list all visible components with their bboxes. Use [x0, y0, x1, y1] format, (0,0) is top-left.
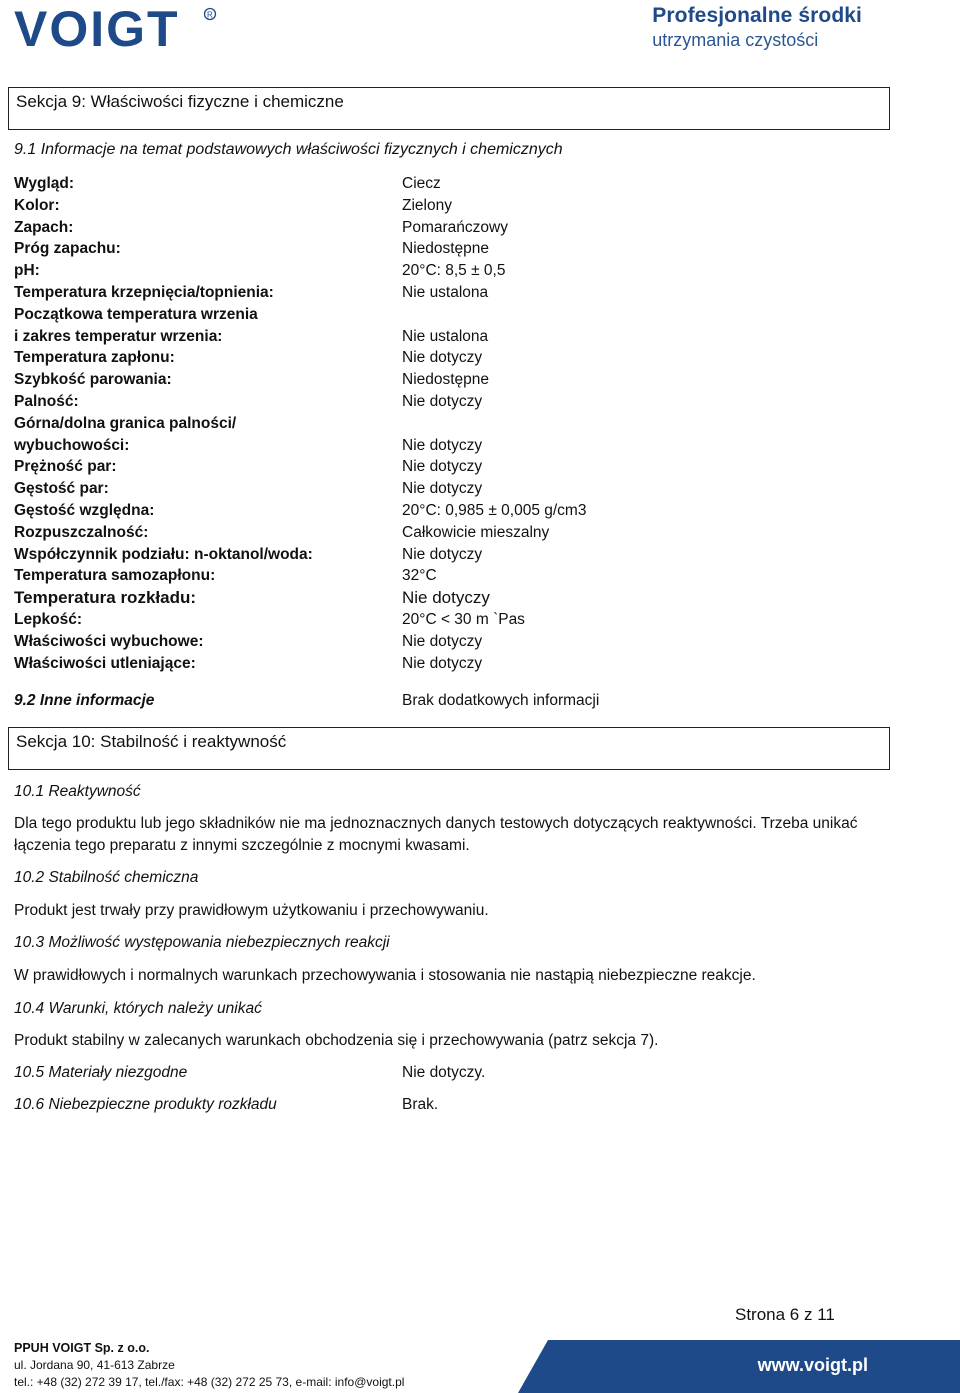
- property-label: Właściwości utleniające:: [14, 654, 196, 672]
- property-label: Rozpuszczalność:: [14, 523, 149, 541]
- property-row: [14, 522, 894, 544]
- property-label: Próg zapachu:: [14, 240, 121, 258]
- heading-10-5: 10.5 Materiały niezgodne: [14, 1064, 188, 1081]
- property-row: [14, 565, 894, 587]
- property-value: Całkowicie mieszalny: [402, 523, 550, 541]
- property-label: Prężność par:: [14, 458, 117, 476]
- property-label: Właściwości wybuchowe:: [14, 632, 204, 650]
- property-value: Nie dotyczy: [402, 436, 483, 454]
- property-row: [14, 478, 894, 500]
- property-label: Temperatura krzepnięcia/topnienia:: [14, 283, 274, 301]
- property-value: Nie dotyczy: [402, 349, 483, 367]
- property-label: Lepkość:: [14, 610, 83, 628]
- property-value: Niedostępne: [402, 240, 490, 258]
- property-label: Współczynnik podziału: n-oktanol/woda:: [14, 545, 313, 563]
- svg-text:R: R: [207, 10, 213, 20]
- property-row: [14, 326, 894, 348]
- section-9-title: Sekcja 9: Właściwości fizyczne i chemiczne: [16, 92, 344, 111]
- footer-address: ul. Jordana 90, 41-613 Zabrze: [14, 1358, 175, 1372]
- property-row: [14, 456, 894, 478]
- property-row: [14, 653, 894, 675]
- value-10-6: Brak.: [402, 1096, 439, 1113]
- row-10-5: [14, 1064, 486, 1082]
- property-row: [14, 173, 894, 195]
- heading-10-2: 10.2 Stabilność chemiczna: [14, 869, 199, 886]
- property-label: wybuchowości:: [14, 436, 130, 454]
- other-info: [14, 692, 600, 710]
- footer-contact: tel.: +48 (32) 272 39 17, tel./fax: +48 (32) 272 25 73, e-mail: info@voigt.pl: [14, 1375, 405, 1389]
- property-value: Nie dotyczy: [402, 632, 483, 650]
- property-value: 20°C < 30 m `Pas: [402, 610, 525, 628]
- property-value: Nie dotyczy: [402, 458, 483, 476]
- section-9-header: [8, 87, 890, 130]
- property-value: Niedostępne: [402, 371, 490, 389]
- row-10-6: [14, 1096, 439, 1114]
- property-value: Zielony: [402, 196, 452, 214]
- property-row: [14, 260, 894, 282]
- property-row: [14, 435, 894, 457]
- heading-10-1: 10.1 Reaktywność: [14, 783, 141, 800]
- page-number: Strona 6 z 11: [735, 1305, 835, 1324]
- property-value: Nie ustalona: [402, 327, 489, 345]
- heading-10-4: 10.4 Warunki, których należy unikać: [14, 1000, 262, 1017]
- paragraph-10-1: Dla tego produktu lub jego składników nie ma jednoznacznych danych testowych dotyczących reaktywności. Trzeba unikać łączenia tego preparatu z innymi szczególnie z mocnymi kwasami.: [14, 815, 858, 854]
- property-row: [14, 217, 894, 239]
- property-row: [14, 587, 894, 609]
- property-row: [14, 609, 894, 631]
- property-label: Górna/dolna granica palności/: [14, 414, 237, 432]
- property-label: Gęstość par:: [14, 480, 109, 498]
- property-value: 32°C: [402, 567, 437, 585]
- property-row: [14, 413, 894, 435]
- property-row: [14, 304, 894, 326]
- property-label: Kolor:: [14, 196, 60, 214]
- section-10-title: Sekcja 10: Stabilność i reaktywność: [16, 732, 287, 751]
- property-value: Nie ustalona: [402, 283, 489, 301]
- property-value: Nie dotyczy: [402, 392, 483, 410]
- property-value: Pomarańczowy: [402, 218, 508, 236]
- property-value: Nie dotyczy: [402, 588, 490, 608]
- other-info-label: 9.2 Inne informacje: [14, 692, 155, 709]
- property-label: Temperatura rozkładu:: [14, 588, 197, 608]
- tagline-main: Profesjonalne środki: [652, 4, 862, 27]
- property-value: 20°C: 0,985 ± 0,005 g/cm3: [402, 501, 587, 519]
- footer-bar: [548, 1340, 960, 1393]
- property-row: [14, 500, 894, 522]
- footer-website: www.voigt.pl: [757, 1355, 868, 1375]
- property-label: Temperatura samozapłonu:: [14, 567, 216, 585]
- property-label: Zapach:: [14, 218, 74, 236]
- property-row: [14, 347, 894, 369]
- property-label: i zakres temperatur wrzenia:: [14, 327, 223, 345]
- property-label: Początkowa temperatura wrzenia: [14, 305, 258, 323]
- footer-company: PPUH VOIGT Sp. z o.o.: [14, 1341, 150, 1355]
- subheading-9-1: 9.1 Informacje na temat podstawowych właściwości fizycznych i chemicznych: [14, 141, 563, 158]
- paragraph-10-4: Produkt stabilny w zalecanych warunkach obchodzenia się i przechowywania (patrz sekcja 7).: [14, 1032, 659, 1049]
- property-label: Palność:: [14, 392, 79, 410]
- property-label: Szybkość parowania:: [14, 371, 172, 389]
- property-label: pH:: [14, 262, 40, 280]
- property-row: [14, 238, 894, 260]
- brand-tagline: [652, 4, 862, 51]
- voigt-logo: [14, 2, 224, 52]
- paragraph-10-2: Produkt jest trwały przy prawidłowym użytkowaniu i przechowywaniu.: [14, 902, 489, 919]
- property-row: [14, 195, 894, 217]
- property-row: [14, 544, 894, 566]
- property-row: [14, 282, 894, 304]
- property-row: [14, 391, 894, 413]
- heading-10-3: 10.3 Możliwość występowania niebezpiecznych reakcji: [14, 934, 390, 951]
- property-value: Nie dotyczy: [402, 654, 483, 672]
- section-10-header: [8, 727, 890, 770]
- property-label: Wygląd:: [14, 175, 74, 192]
- property-row: [14, 631, 894, 653]
- property-value: Nie dotyczy: [402, 545, 483, 563]
- property-row: [14, 369, 894, 391]
- property-value: 20°C: 8,5 ± 0,5: [402, 262, 506, 280]
- other-info-value: Brak dodatkowych informacji: [402, 692, 600, 709]
- tagline-sub: utrzymania czystości: [652, 30, 819, 50]
- property-label: Temperatura zapłonu:: [14, 349, 175, 367]
- property-label: Gęstość względna:: [14, 501, 155, 519]
- svg-text:VOIGT: VOIGT: [14, 2, 180, 52]
- paragraph-10-3: W prawidłowych i normalnych warunkach przechowywania i stosowania nie nastąpią niebezpieczne reakcje.: [14, 967, 756, 984]
- property-value: Ciecz: [402, 175, 441, 192]
- properties-list: [14, 173, 894, 674]
- property-value: Nie dotyczy: [402, 480, 483, 498]
- value-10-5: Nie dotyczy.: [402, 1064, 486, 1081]
- heading-10-6: 10.6 Niebezpieczne produkty rozkładu: [14, 1096, 277, 1113]
